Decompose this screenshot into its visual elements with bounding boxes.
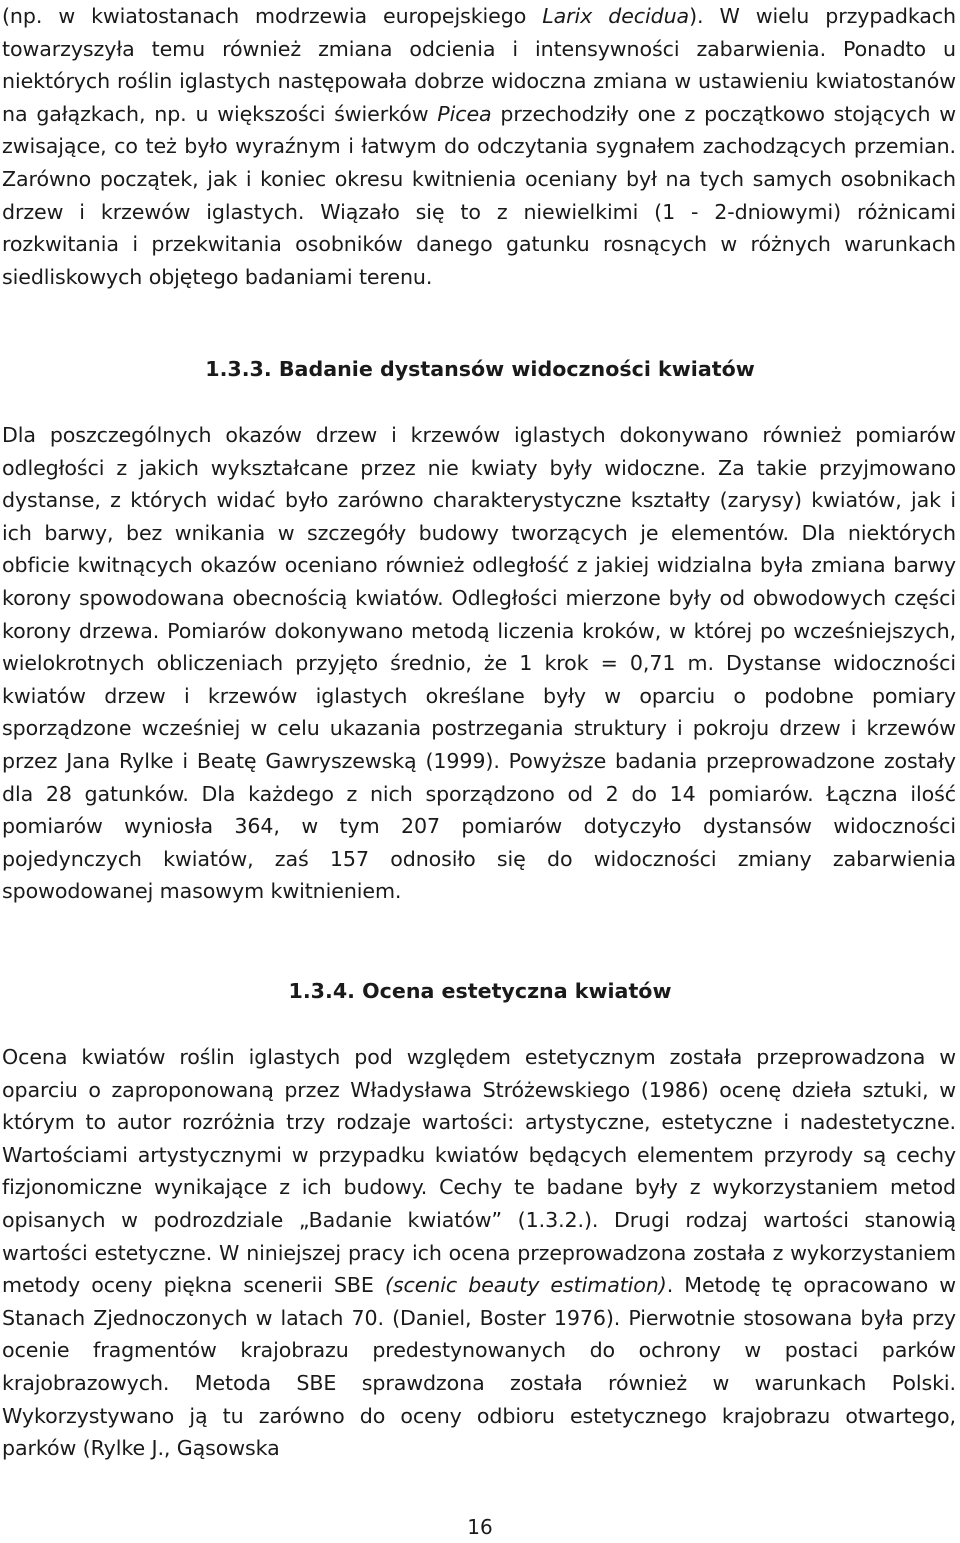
paragraph-text: . Metodę tę opracowano w Stanach Zjednoczonych w latach 70. (Daniel, Boster 1976). Pierwotnie stosowana była przy ocenie fragmentów krajobrazu predestynowanych do ochrony w postaci parków krajobrazowych. Metoda SBE sprawdzona została również w warunkach Polski. Wykorzystywano ją tu zarówno do oceny odbioru estetycznego krajobrazu otwartego, parków (Rylke J., Gąsowska (2, 1273, 956, 1461)
paragraph-text: Ocena kwiatów roślin iglastych pod względem estetycznym została przeprowadzona w oparciu o zaproponowaną przez Władysława Stróżewskiego (1986) ocenę dzieła sztuki, w którym to autor rozróżnia trzy rodzaje wartości: artystyczne, estetyczne i nadestetyczne. Wartościami artystycznymi w przypadku kwiatów będących elementem przyrody są cechy fizjonomiczne wynikające z ich budowy. Cechy te badane były z wykorzystaniem metod opisanych w podrozdziale „Badanie kwiatów” (1.3.2.). Drugi rodzaj wartości stanowią wartości estetyczne. W niniejszej pracy ich ocena przeprowadzona została z wykorzystaniem metody oceny piękna scenerii SBE (2, 1045, 956, 1298)
paragraph-visibility-distance: Dla poszczególnych okazów drzew i krzewów iglastych dokonywano również pomiarów odległości z jakich wykształcane przez nie kwiaty były widoczne. Za takie przyjmowano dystanse, z których widać było zarówno charakterystyczne kształty (zarysy) kwiatów, jak i ich barwy, bez wnikania w szczegóły budowy tworzących je elementów. Dla niektórych obficie kwitnących okazów oceniano również odległość z jakiej widzialna była zmiana barwy korony spowodowana obecnością kwiatów. Odległości mierzone były od obwodowych części korony drzewa. Pomiarów dokonywano metodą liczenia kroków, w której po wcześniejszych, wielokrotnych obliczeniach przyjęto średnio, że 1 krok = 0,71 m. Dystanse widoczności kwiatów drzew i krzewów iglastych określane były w oparciu o podobne pomiary sporządzone wcześniej w celu ukazania postrzegania struktury i pokroju drzew i krzewów przez Jana Rylke i Beatę Gawryszewską (1999). Powyższe badania przeprowadzone zostały dla 28 gatunków. Dla każdego z nich sporządzono od 2 do 14 pomiarów. Łączna ilość pomiarów wyniosła 364, w tym 207 pomiarów dotyczyło dystansów widoczności pojedynczych kwiatów, zaś 157 odnosiło się do widoczności zmiany zabarwienia spowodowanej masowym kwitnieniem. (2, 423, 956, 904)
species-name-larix: Larix decidua (542, 4, 690, 28)
section-heading-visibility-distance: 1.3.3. Badanie dystansów widoczności kwiatów (205, 357, 755, 381)
species-name-picea: Picea (437, 101, 492, 126)
paragraph-aesthetic-evaluation (0, 1041, 960, 1465)
section-heading-aesthetic-evaluation: 1.3.4. Ocena estetyczna kwiatów (288, 979, 672, 1003)
page-number: 16 (467, 1515, 493, 1539)
paragraph-text: ). W wielu przypadkach towarzyszyła temu również zmiana odcienia i intensywności zabarwienia. Ponadto u niektórych roślin iglastych następowała dobrze widoczna zmiana w ustawieniu kwiatostanów na gałązkach, np. u większości świerków (2, 4, 957, 126)
paragraph-text: przechodziły one z początkowo stojących w zwisające, co też było wyraźnym i łatwym do odczytania sygnałem zachodzących przemian. Zarówno początek, jak i koniec okresu kwitnienia oceniany był na tych samych osobnikach drzew i krzewów iglastych. Wiązało się to z niewielkimi (1 - 2-dniowymi) różnicami rozkwitania i przekwitania osobników danego gatunku rosnących w różnych warunkach siedliskowych objętego badaniami terenu. (2, 101, 956, 289)
sbe-term: (scenic beauty estimation) (384, 1273, 667, 1298)
paragraph-flowering-observations (0, 0, 960, 293)
paragraph-text: (np. w kwiatostanach modrzewia europejskiego (2, 4, 543, 28)
